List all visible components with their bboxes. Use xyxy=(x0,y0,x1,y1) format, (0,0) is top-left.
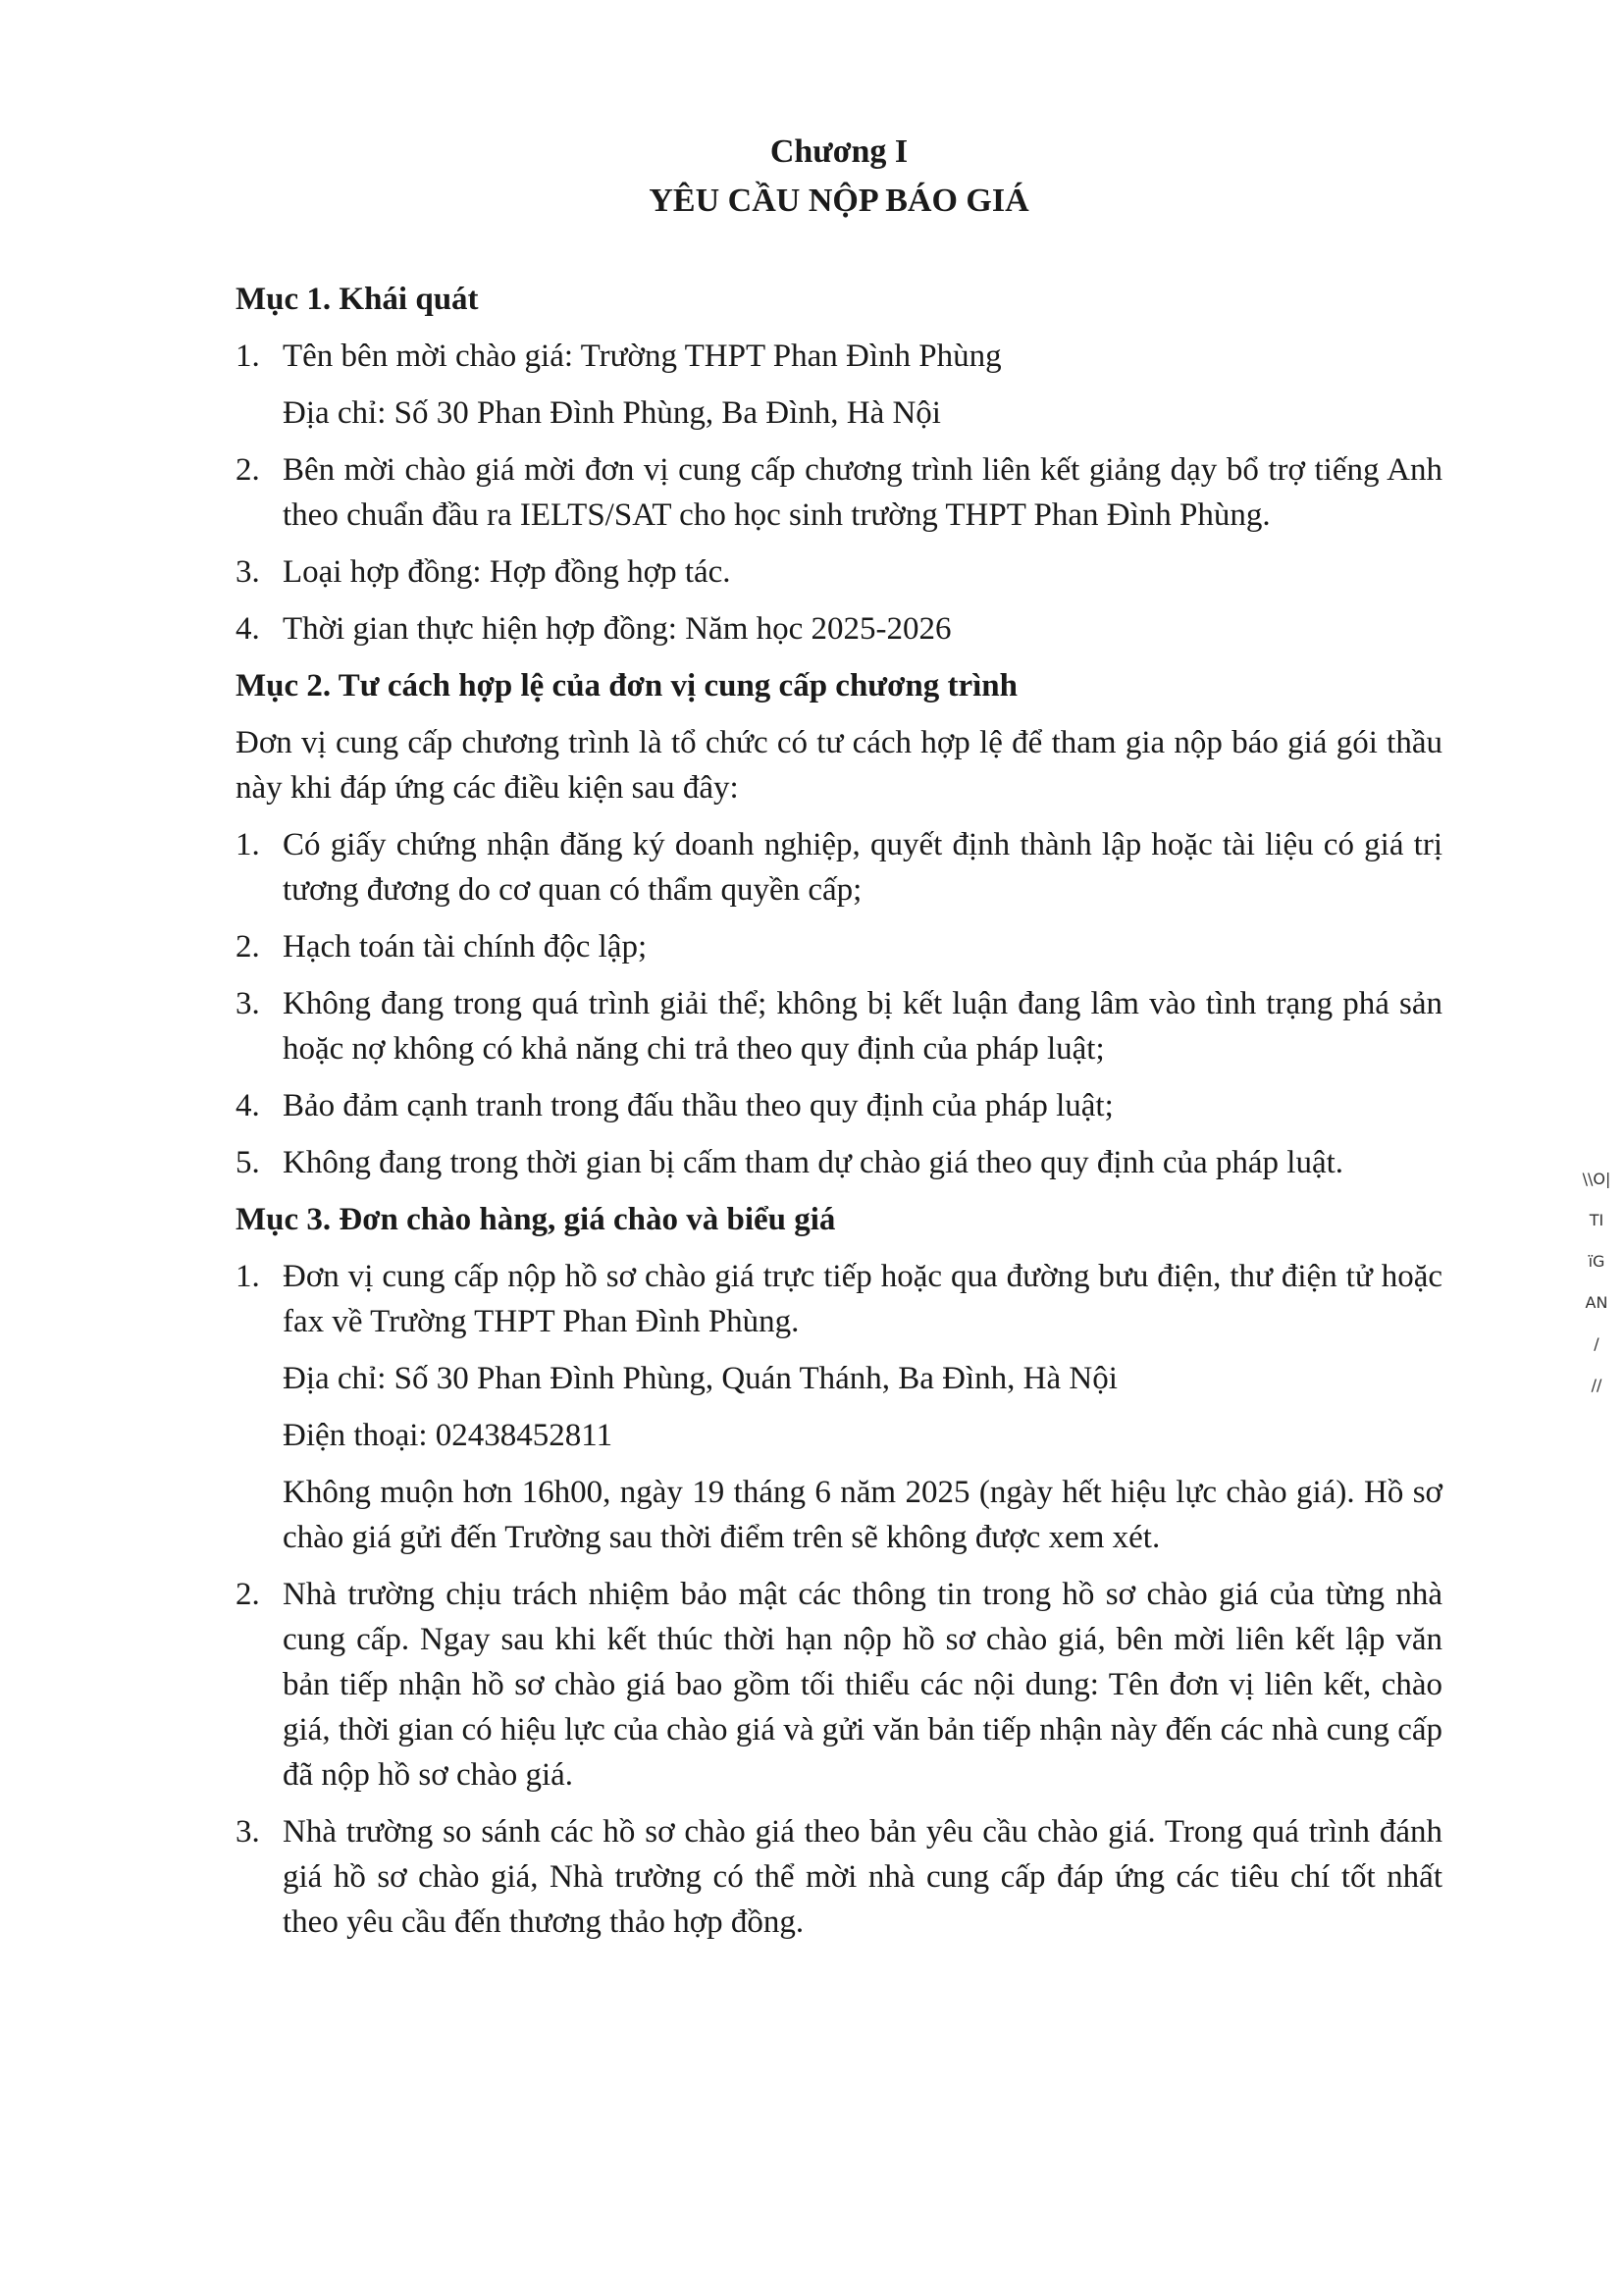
margin-mark: / xyxy=(1594,1334,1599,1353)
list-text: Không đang trong quá trình giải thể; không bị kết luận đang lâm vào tình trạng phá sản hoặc nợ không có khả năng chi trả theo quy định của pháp luật; xyxy=(283,986,1442,1067)
document-page xyxy=(236,128,1442,1956)
list-text: Thời gian thực hiện hợp đồng: Năm học 2025-2026 xyxy=(283,611,952,647)
chapter-title: YÊU CẦU NỘP BÁO GIÁ xyxy=(649,182,1029,219)
list-number: 1. xyxy=(236,827,260,862)
item-text: Đơn vị cung cấp nộp hồ sơ chào giá trực tiếp hoặc qua đường bưu điện, thư điện tử hoặc fax về Trường THPT Phan Đình Phùng. xyxy=(283,1259,1442,1339)
list-number: 1. xyxy=(236,1259,260,1294)
list-number: 3. xyxy=(236,986,260,1021)
list-number: 2. xyxy=(236,452,260,488)
item-address: Địa chỉ: Số 30 Phan Đình Phùng, Quán Thánh, Ba Đình, Hà Nội xyxy=(283,1361,1118,1396)
list-text: Không đang trong thời gian bị cấm tham dự chào giá theo quy định của pháp luật. xyxy=(283,1145,1344,1180)
list-item xyxy=(236,981,1442,1071)
list-item xyxy=(236,1809,1442,1945)
list-text xyxy=(283,1254,1442,1560)
list-text: Bên mời chào giá mời đơn vị cung cấp chương trình liên kết giảng dạy bổ trợ tiếng Anh theo chuẩn đầu ra IELTS/SAT cho học sinh trường THPT Phan Đình Phùng. xyxy=(283,452,1442,533)
list-text: Hạch toán tài chính độc lập; xyxy=(283,929,648,965)
section-1-heading: Mục 1. Khái quát xyxy=(236,282,479,317)
margin-stamp-marks xyxy=(1582,1168,1611,1415)
list-number: 3. xyxy=(236,554,260,590)
list-number: 1. xyxy=(236,339,260,374)
list-item xyxy=(236,1254,1442,1560)
list-text: Loại hợp đồng: Hợp đồng hợp tác. xyxy=(283,554,731,590)
section-2-intro: Đơn vị cung cấp chương trình là tổ chức có tư cách hợp lệ để tham gia nộp báo giá gói thầu này khi đáp ứng các điều kiện sau đây: xyxy=(236,725,1442,806)
list-text: Có giấy chứng nhận đăng ký doanh nghiệp, quyết định thành lập hoặc tài liệu có giá trị tương đương do cơ quan có thẩm quyền cấp; xyxy=(283,827,1442,908)
list-item xyxy=(236,334,1442,436)
item-text: Tên bên mời chào giá: Trường THPT Phan Đình Phùng xyxy=(283,339,1002,374)
item-phone: Điện thoại: 02438452811 xyxy=(283,1418,613,1453)
list-text: Nhà trường so sánh các hồ sơ chào giá theo bản yêu cầu chào giá. Trong quá trình đánh giá hồ sơ chào giá, Nhà trường có thể mời nhà cung cấp đáp ứng các tiêu chí tốt nhất theo yêu cầu đến thương thảo hợp đồng. xyxy=(283,1814,1442,1940)
list-text: Bảo đảm cạnh tranh trong đấu thầu theo quy định của pháp luật; xyxy=(283,1088,1114,1123)
list-item xyxy=(236,924,1442,969)
margin-mark: TI xyxy=(1589,1211,1604,1229)
list-number: 2. xyxy=(236,929,260,965)
list-item xyxy=(236,1083,1442,1128)
list-item xyxy=(236,1140,1442,1185)
list-item xyxy=(236,606,1442,652)
item-deadline: Không muộn hơn 16h00, ngày 19 tháng 6 năm 2025 (ngày hết hiệu lực chào giá). Hồ sơ chào giá gửi đến Trường sau thời điểm trên sẽ không được xem xét. xyxy=(283,1475,1442,1555)
section-2-heading: Mục 2. Tư cách hợp lệ của đơn vị cung cấp chương trình xyxy=(236,668,1018,704)
list-text xyxy=(283,334,1442,436)
margin-mark: \\O| xyxy=(1582,1170,1611,1188)
list-number: 4. xyxy=(236,611,260,647)
list-number: 2. xyxy=(236,1577,260,1612)
list-item xyxy=(236,447,1442,538)
list-item xyxy=(236,1572,1442,1798)
list-text: Nhà trường chịu trách nhiệm bảo mật các thông tin trong hồ sơ chào giá của từng nhà cung cấp. Ngay sau khi kết thúc thời hạn nộp hồ sơ chào giá, bên mời liên kết lập văn bản tiếp nhận hồ sơ chào giá bao gồm tối thiểu các nội dung: Tên đơn vị liên kết, chào giá, thời gian có hiệu lực của chào giá và gửi văn bản tiếp nhận này đến các nhà cung cấp đã nộp hồ sơ chào giá. xyxy=(283,1577,1442,1793)
item-address: Địa chỉ: Số 30 Phan Đình Phùng, Ba Đình, Hà Nội xyxy=(283,395,941,431)
list-number: 3. xyxy=(236,1814,260,1850)
list-item xyxy=(236,549,1442,595)
chapter-label: Chương I xyxy=(769,133,909,170)
margin-mark: // xyxy=(1591,1376,1602,1394)
list-number: 4. xyxy=(236,1088,260,1123)
margin-mark: ïG xyxy=(1588,1252,1605,1271)
margin-mark: AN xyxy=(1585,1293,1608,1312)
section-3-heading: Mục 3. Đơn chào hàng, giá chào và biểu giá xyxy=(236,1202,836,1237)
list-number: 5. xyxy=(236,1145,260,1180)
list-item xyxy=(236,822,1442,912)
